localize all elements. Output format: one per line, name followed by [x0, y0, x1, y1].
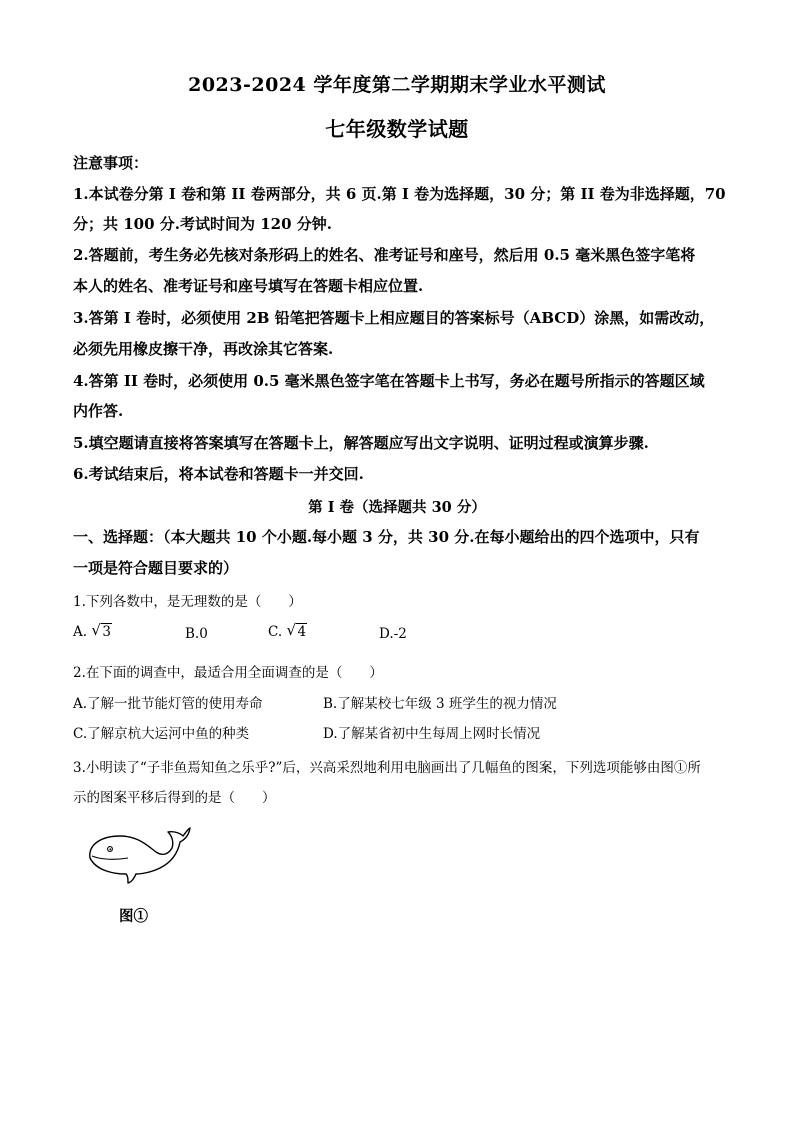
note-line: 2.答题前，考生务必先核对条形码上的姓名、准考证号和座号，然后用 0.5 毫米黑色签字笔将: [73, 246, 696, 264]
question-1-option-d: D.-2: [379, 626, 407, 642]
figure-label: 图①: [119, 908, 148, 925]
question-1-option-c: [268, 621, 307, 640]
section-instruction: 一项是符合题目要求的）: [73, 559, 239, 577]
sqrt-symbol: √ 4: [286, 621, 307, 640]
radicand: 3: [102, 624, 111, 640]
exam-title: 2023-2024 学年度第二学期期末学业水平测试: [188, 74, 606, 96]
radicand: 4: [297, 624, 307, 640]
question-2-option-b: B.了解某校七年级 3 班学生的视力情况: [323, 696, 557, 712]
note-line: 内作答.: [73, 402, 124, 420]
sqrt-symbol: √ 3: [91, 621, 111, 640]
question-1-stem: 1.下列各数中，是无理数的是（ ）: [73, 594, 302, 610]
question-3-stem: 3.小明读了“子非鱼焉知鱼之乐乎?”后，兴高采烈地利用电脑画出了几幅鱼的图案，下列选项能够由图①所: [73, 760, 701, 776]
whale-figure: [82, 822, 192, 884]
option-c-prefix: C.: [268, 624, 287, 640]
note-line: 3.答第 I 卷时，必须使用 2B 铅笔把答题卡上相应题目的答案标号（ABCD）涂黑，如需改动，: [73, 309, 715, 327]
note-line: 4.答第 II 卷时，必须使用 0.5 毫米黑色签字笔在答题卡上书写，务必在题号所指示的答题区域: [73, 372, 705, 390]
note-line: 1.本试卷分第 I 卷和第 II 卷两部分，共 6 页.第 I 卷为选择题，30 分；第 II 卷为非选择题，70: [73, 185, 726, 203]
note-line: 分；共 100 分.考试时间为 120 分钟.: [73, 215, 332, 233]
question-2-option-d: D.了解某省初中生每周上网时长情况: [323, 726, 541, 742]
question-3-stem: 示的图案平移后得到的是（ ）: [73, 790, 276, 806]
note-line: 本人的姓名、准考证号和座号填写在答题卡相应位置.: [73, 277, 424, 295]
exam-subtitle: 七年级数学试题: [325, 117, 469, 141]
notes-heading: 注意事项：: [73, 154, 149, 172]
option-a-prefix: A.: [73, 624, 92, 640]
note-line: 5.填空题请直接将答案填写在答题卡上，解答题应写出文字说明、证明过程或演算步骤.: [73, 434, 649, 452]
question-1-option-b: B.0: [185, 626, 208, 642]
section-instruction: 一、选择题：（本大题共 10 个小题.每小题 3 分，共 30 分.在每小题给出的四个选项中，只有: [73, 528, 700, 546]
note-line: 必须先用橡皮擦干净，再改涂其它答案.: [73, 340, 334, 358]
question-2-stem: 2.在下面的调查中，最适合用全面调查的是（ ）: [73, 665, 383, 681]
question-2-option-c: C.了解京杭大运河中鱼的种类: [73, 726, 250, 742]
question-2-option-a: A.了解一批节能灯管的使用寿命: [73, 696, 263, 712]
section-title: 第 I 卷（选择题共 30 分）: [308, 499, 486, 516]
question-1-option-a: [73, 621, 112, 640]
note-line: 6.考试结束后，将本试卷和答题卡一并交回.: [73, 465, 364, 483]
